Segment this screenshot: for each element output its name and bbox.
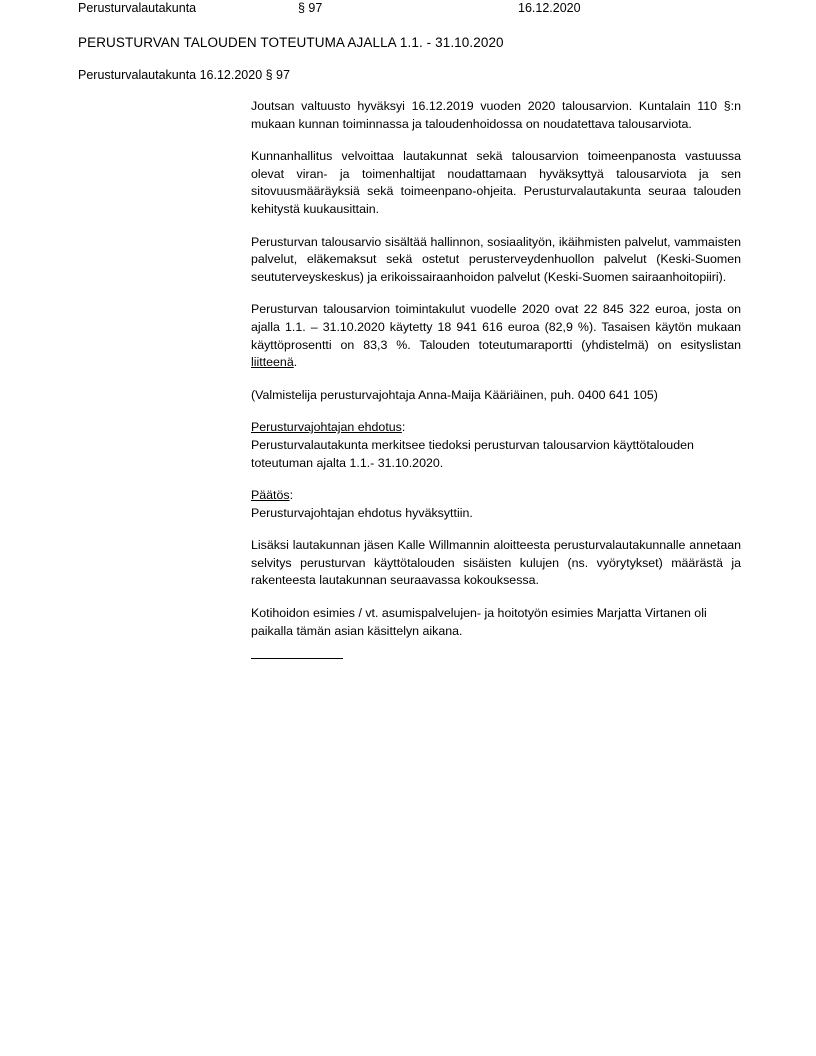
paragraph-preparer: (Valmistelija perusturvajohtaja Anna-Maija Kääriäinen, puh. 0400 641 105) <box>251 387 658 402</box>
paragraph-board-obligation: Kunnanhallitus velvoittaa lautakunnat sekä talousarvion toimeenpanosta vastuussa olevat viran- ja toimenhaltijat noudattamaan hyväksyttyä talousarviota ja sen sitovuusmääräyksiä sekä toimeenpano-ohjeita. Perusturvalautakunta seuraa talouden kehitystä kuukausittain. <box>251 149 741 216</box>
paragraph-attendance: Kotihoidon esimies / vt. asumispalvelujen- ja hoitotyön esimies Marjatta Virtanen oli paikalla tämän asian käsittelyn aikana. <box>251 606 707 638</box>
decision-block <box>251 487 741 522</box>
decision-heading-colon: : <box>289 488 294 503</box>
header-section-number: § 97 <box>298 1 323 15</box>
budget-figures-text-a: Perusturvan talousarvion toimintakulut vuodelle 2020 ovat 22 845 322 euroa, josta on ajalla 1.1. – 31.10.2020 käytetty 18 941 616 euroa (82,9 %). Tasaisen käytön mukaan käyttöprosentti on 83,3 %. Talouden toteutumaraportti (yhdistelmä) on esityslistan <box>251 302 741 352</box>
document-subtitle: Perusturvalautakunta 16.12.2020 § 97 <box>78 68 290 82</box>
decision-heading: Päätös <box>251 488 290 503</box>
paragraph-budget-scope: Perusturvan talousarvio sisältää hallinnon, sosiaalityön, ikäihmisten palvelut, vammaisten palvelut, eläkemaksut sekä ostetut perusterveydenhuollon palvelut (Keski-Suomen seututerveyskeskus) ja erikoissairaanhoidon palvelut (Keski-Suomen sairaanhoitopiiri). <box>251 234 741 284</box>
header-date: 16.12.2020 <box>518 1 581 15</box>
paragraph-budget-figures <box>251 301 741 371</box>
proposal-block <box>251 419 741 472</box>
attachment-link[interactable]: liitteenä <box>251 355 294 370</box>
decision-text: Perusturvajohtajan ehdotus hyväksyttiin. <box>251 505 473 520</box>
budget-figures-text-b: . <box>293 355 298 370</box>
paragraph-additional-motion: Lisäksi lautakunnan jäsen Kalle Willmannin aloitteesta perusturvalautakunnalle annetaan selvitys perusturvan käyttötalouden sisäisten kulujen (ns. vyörytykset) määrästä ja rakenteesta lautakunnan seuraavassa kokouksessa. <box>251 538 741 588</box>
proposal-heading-colon: : <box>401 420 406 435</box>
paragraph-budget-approval: Joutsan valtuusto hyväksyi 16.12.2019 vuoden 2020 talousarvion. Kuntalain 110 §:n mukaan kunnan toiminnassa ja taloudenhoidossa on noudatettava talousarviota. <box>251 99 741 131</box>
proposal-text: Perusturvalautakunta merkitsee tiedoksi perusturvan talousarvion käyttötalouden toteutuman ajalta 1.1.- 31.10.2020. <box>251 437 694 470</box>
signature-rule <box>251 658 343 659</box>
document-body <box>251 98 741 659</box>
proposal-heading: Perusturvajohtajan ehdotus <box>251 420 402 435</box>
header-organ: Perusturvalautakunta <box>78 1 197 15</box>
page-title: PERUSTURVAN TALOUDEN TOTEUTUMA AJALLA 1.1. - 31.10.2020 <box>78 35 504 50</box>
